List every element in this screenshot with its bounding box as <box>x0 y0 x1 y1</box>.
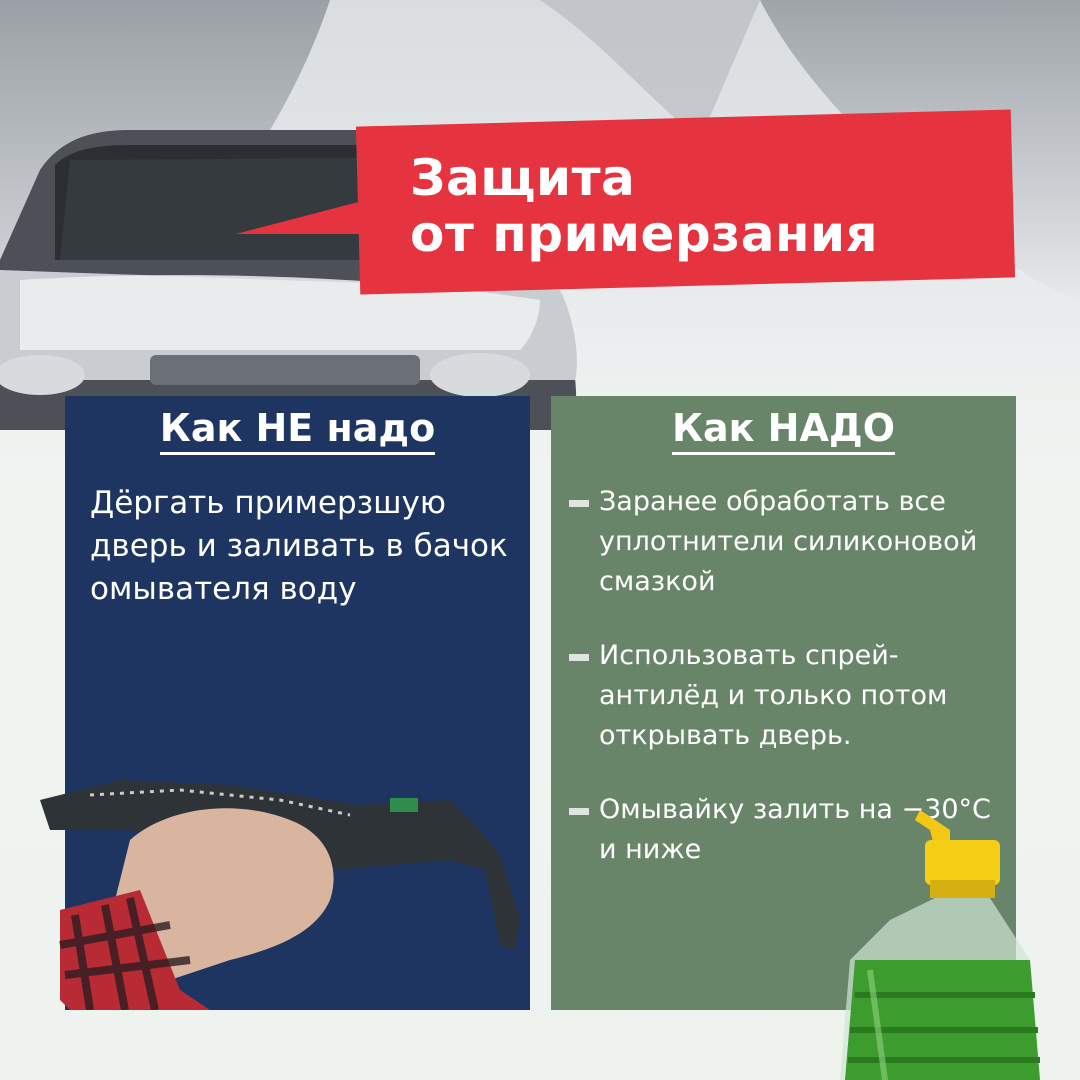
right-way-heading <box>551 406 1016 450</box>
bullet-icon <box>569 808 589 815</box>
list-item <box>569 482 1009 602</box>
right-way-heading-text: Как НАДО <box>672 406 895 455</box>
wrong-way-heading <box>65 406 530 450</box>
banner-tail <box>236 200 366 234</box>
list-item <box>569 636 1009 756</box>
title-line-1: Защита <box>410 149 636 207</box>
bullet-icon <box>569 654 589 661</box>
list-item-text: Омывайку залить на −30°С и ниже <box>599 794 991 865</box>
wrong-way-heading-text: Как НЕ надо <box>160 406 435 455</box>
bullet-icon <box>569 500 589 507</box>
washer-fluid-bottle <box>830 810 1050 1080</box>
title-line-2: от примерзания <box>410 205 879 263</box>
list-item-text: Использовать спрей-антилёд и только потом открывать дверь. <box>599 640 948 751</box>
wrong-way-text: Дёргать примерзшую дверь и заливать в бачок омывателя воду <box>90 485 508 607</box>
hand-holding-frozen-door-handle <box>30 760 530 1010</box>
list-item-text: Заранее обработать все уплотнители силиконовой смазкой <box>599 486 978 597</box>
page-title <box>410 150 1010 262</box>
